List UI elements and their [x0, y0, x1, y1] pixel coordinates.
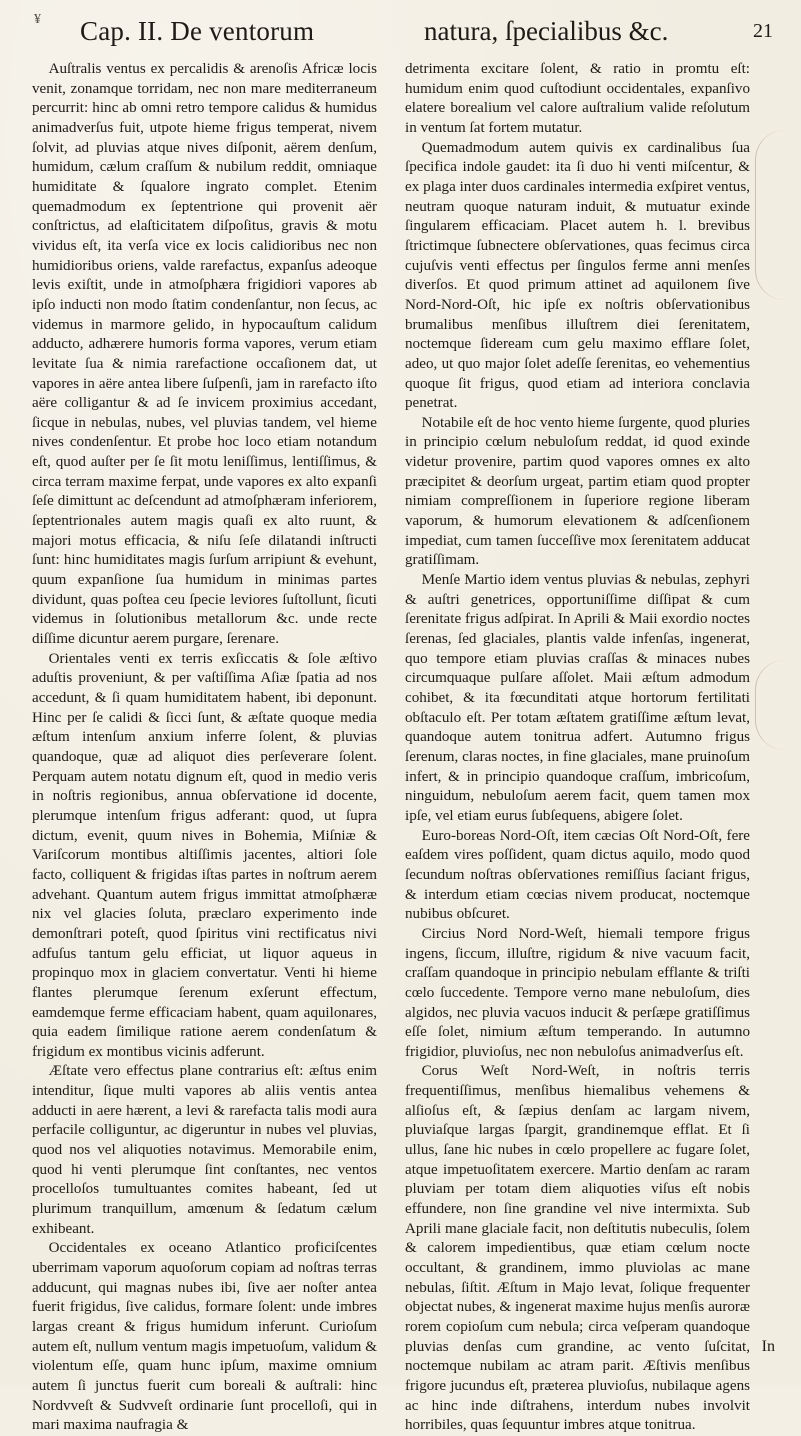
- paragraph-occidentales: Occidentales ex oceano Atlantico proficiſcentes uberrimam vaporum aquoſorum copiam ad noſtras terras adducunt, qui magnas nubes ibi, ſive aer noſter antea fuerit frigidus, ſive calidus, formare ſolent: unde imbres largas creant & frigus humidum inferunt. Curioſum autem eſt, nullum ventum magis impetuoſum, validum & violentum eſſe, quam hunc ipſum, maxime omnium autem ſi junctus fuerit cum boreali & auſtrali: hinc Nordvveſt & Sudvveſt ordinarie ſunt procelloſi, qui in mari maxima naufragia &: [32, 1240, 377, 1434]
- running-head-right: natura, ſpecialibus &c.: [424, 16, 669, 46]
- page-edge-stain: [755, 660, 786, 750]
- page-edge-stain: [755, 130, 786, 300]
- running-head-left: Cap. II. De ventorum: [80, 16, 315, 46]
- page-number: 21: [753, 20, 773, 42]
- paragraph-corus: Corus Weſt Nord-Weſt, in noſtris terris frequentiſſimus, menſibus hiemalibus vehemens & alſioſus eſt, & ſæpius denſam ac largam nivem, pluviaſque largas ſpargit, grandinemque efflat. Et ſi ullus, ſane hic nubes in cœlo propellere ac fugare ſolet, atque impetuoſitatem exercere. Martio denſam ac raram pluviam per totam diem aliquoties viſus eſt nobis effundere, non ſine grandine vel nive intermixta. Sub Aprili mane glaciale facit, non deſtitutis nubeculis, ſolem & calorem impedientibus, quæ etiam cœlum nocte occultant, & grandinem, immo pluviolas ac mane nebulas, ſiſtit. Æſtum in Majo levat, ſolique frequenter objectat nubes, & ingenerat maxime hujus menſis auroræ rorem copioſum cum nebula; circa veſperam quandoque pluvias denſas cum grandine, ac vento ſuſcitat, noctemque nubilam ac atram parit. Æſtivis menſibus frigore jucundus eſt, præterea pluvioſus, nubilaque agens ac hinc inde diſtrahens, interdum nubes involvit horribiles, quas ſequuntur imbres atque tonitrua.: [405, 1063, 750, 1434]
- paragraph-quemadmodum: Quemadmodum autem quivis ex cardinalibus ſua ſpecifica indole gaudet: ita ſi duo hi venti miſcentur, & ex plaga inter duos cardinales intermedia exſpiret ventus, neutram quoque naturam induit, & mutuatur exinde ſingularem efficaciam. Placet autem h. l. brevibus ſtrictimque ſubnectere obſervationes, quas fecimus circa cujuſvis venti effectus per ſingulos ferme anni menſes diverſos. Et quod primum attinet ad aquilonem ſive Nord-Nord-Oſt, hic ipſe ex noſtris obſervationibus brumalibus menſibus illuſtrem diei ſerenitatem, noctemque ſideream cum gelu maximo efflare ſolet, adeo, ut quo major ſolet adeſſe ſerenitas, eo vehementius quoque ſit frigus, quod etiam ad interiora conclavia penetrat.: [405, 139, 750, 412]
- paragraph-euro-boreas: Euro-boreas Nord-Oſt, item cæcias Oſt Nord-Oſt, fere eaſdem vires poſſident, quam dictus aquilo, modo quod ſecundum noſtras obſervationes remiſſius ſaciant frigus, & interdum etiam cœcias nivem producat, noctemque nubibus obſcuret.: [405, 827, 750, 923]
- paragraph-orientales: Orientales venti ex terris exſiccatis & ſole æſtivo aduſtis proveniunt, & per vaſtiſſima Aſiæ ſpatia ad nos accedunt, & ſi quam humiditatem habent, ibi deponunt. Hinc per ſe calidi & ſicci ſunt, & æſtate quoque media æſtum intenſum anxium inferre ſolent, & pluvias quandoque, quæ ad aliquot dies perſeverare ſolent. Perquam autem notatu dignum eſt, quod in medio veris in noſtris regionibus, annua obſervatione id docente, plerumque intenſum frigus adferant: quod, ut ſupra dictum, evenit, quum nives in Bohemia, Miſniæ & Variſcorum montibus altiſſimis jacentes, altiori ſole facto, colliquent & frigidas iſtas partes in noſtrum aerem advehant. Quantum autem frigus immittat atmoſphæræ nix vel glacies ſoluta, præclaro experimento inde demonſtrari poteſt, quod ſpiritus vini rectificatus nivi adfuſus tantum gelu efficiat, ut liquor aqueus in propinquo mox in glaciem convertatur. Venti hi hieme flantes plerumque ſerenum exſerunt effectum, eamdemque ferme efficaciam habent, quam aquilonares, quia eadem ſimilique ratione aerem condenſatum & frigidum ex montibus vicinis adferunt.: [32, 650, 377, 1060]
- paragraph-circius: Circius Nord Nord-Weſt, hiemali tempore frigus ingens, ſiccum, illuſtre, rigidum & nive vacuum facit, craſſam quandoque in principio nebulam efflante & triſti cœlo ſuccedente. Tempore verno mane nebuloſum, dies algidos, nec pluvia vacuos inducit & perſæpe gratiſſimus eſſe ſolet, nimium æſtum temperando. In autumno frigidior, pluvioſus, nec non nebuloſus animadverſus eſt.: [405, 925, 750, 1060]
- paragraph-continuation: detrimenta excitare ſolent, & ratio in promtu eſt: humidum enim quod cuſtodiunt occidentales, expanſivo elatere borealium vel calore auſtralium valide reſolutum in ventum ſat fortem mutatur.: [405, 61, 750, 136]
- corner-mark: ¥: [34, 12, 41, 27]
- right-text-column: [405, 60, 750, 1434]
- catchword: In: [761, 1338, 775, 1355]
- running-header: [26, 12, 781, 46]
- paragraph-mense-martio: Menſe Martio idem ventus pluvias & nebulas, zephyri & auſtri genetrices, opportuniſſime diſſipat & cum ſerenitate frigus adſpirat. In Aprili & Maii exordio noctes ſerenas, ſed glaciales, plantis valde infenſas, ingenerat, quo tempore etiam pluvias craſſas & minaces nubes circumquaque pulſare aſſolet. Maii æſtum admodum cohibet, & ita fœcunditati atque hortorum fertilitati obſtaculo eſt. Per totam æſtatem gratiſſime æſtum levat, quandoque autem tonitrua adfert. Autumno frigus ſerenum, claras noctes, in fine glaciales, mane pruinoſum infert, & in principio quandoque craſſum, imbricoſum, ninguidum, nebuloſum aerem facit, quem tamen mox ipſe, vel etiam eurus ſubſequens, abigere ſolet.: [405, 572, 750, 824]
- paragraph-aestate: Æſtate vero effectus plane contrarius eſt: æſtus enim intenditur, ſique multi vapores ab aliis ventis antea adducti in aere hærent, a levi & rarefacta talis modi aura perfacile colliguntur, ac digeruntur in nubes vel pluvias, quod nos vel aliquoties notavimus. Memorabile enim, quod hi venti plerumque ſint conſtantes, nec ventos procelloſos tumultuantes comites habeant, ſed ut plurimum tranquillum, amœnum & ſedatum cælum exhibeant.: [32, 1063, 377, 1237]
- left-text-column: [32, 60, 377, 1434]
- paragraph-australis: Auſtralis ventus ex percalidis & arenoſis Africæ locis venit, zonamque torridam, nec non mare mediterraneum percurrit: hinc ab omni retro tempore calidus & humidus animadverſus fuit, utpote hieme frigus temperat, nivem ſolvit, ad pluvias atque nives diſponit, aërem denſum, humidum, cælum craſſum & nubilum reddit, omniaque humiditate & ſqualore ingrato complet. Etenim quemadmodum ex ſeptentrione qui provenit aër conſtrictus, ad elaſticitatem diſpoſitus, gravis & motu vividus eſt, ita verſa vice ex locis calidioribus nec non humidioribus oriens, valde rarefactus, expanſus adeoque levis exiſtit, unde in atmoſphæra frigidiori vapores ab ipſo inducti non modo ſtatim condenſantur, non ſecus, ac videmus in marmore gelido, in hypocauſtum calidum adducto, adhærere humoris forma vapores, verum etiam levitate ſua & nimia rarefactione occaſionem dat, ut vapores in aëre antea libere ſuſpenſi, jam in rarefacto iſto aëre colligantur & ad ſe invicem proximius accedant, ſicque in nebulas, nubes, vel pluvias tandem, vel hieme nives condenſentur. Et probe hoc loco etiam notandum eſt, quod auſter per ſe ſit motu leniſſimus, lentiſſimus, & circa terram maxime ferpat, unde vapores ex alto expanſi ſeſe dimittunt ac deſcendunt ad atmoſphæram inferiorem, ſeptentrionales autem magis quaſi ex alto ruunt, & majori motus efficacia, & niſu ſeſe dilatandi inſtructi ſunt: hinc humiditates magis ſurſum arripiunt & evehunt, quum expanſione ſua humidum in minimas partes dividunt, quas poſtea ceu ſpecie leviores ſuſtollunt, ſicuti videmus in ſolutionibus metallorum &c. unde recte diſſime dicuntur aerem purgare, ſerenare.: [32, 61, 377, 648]
- paragraph-notabile: Notabile eſt de hoc vento hieme ſurgente, quod pluries in principio cœlum nebuloſum reddat, id quod exinde videtur provenire, partim quod vapores omnes ex alto præcipitet & deorſum urgeat, partim etiam quod propter nimiam compreſſionem in ſuperiore regione liberam vaporum, & humorum elevationem & adſcenſionem impediat, cum tamen ſucceſſive mox ſerenitatem adducat gratiſſimam.: [405, 414, 750, 569]
